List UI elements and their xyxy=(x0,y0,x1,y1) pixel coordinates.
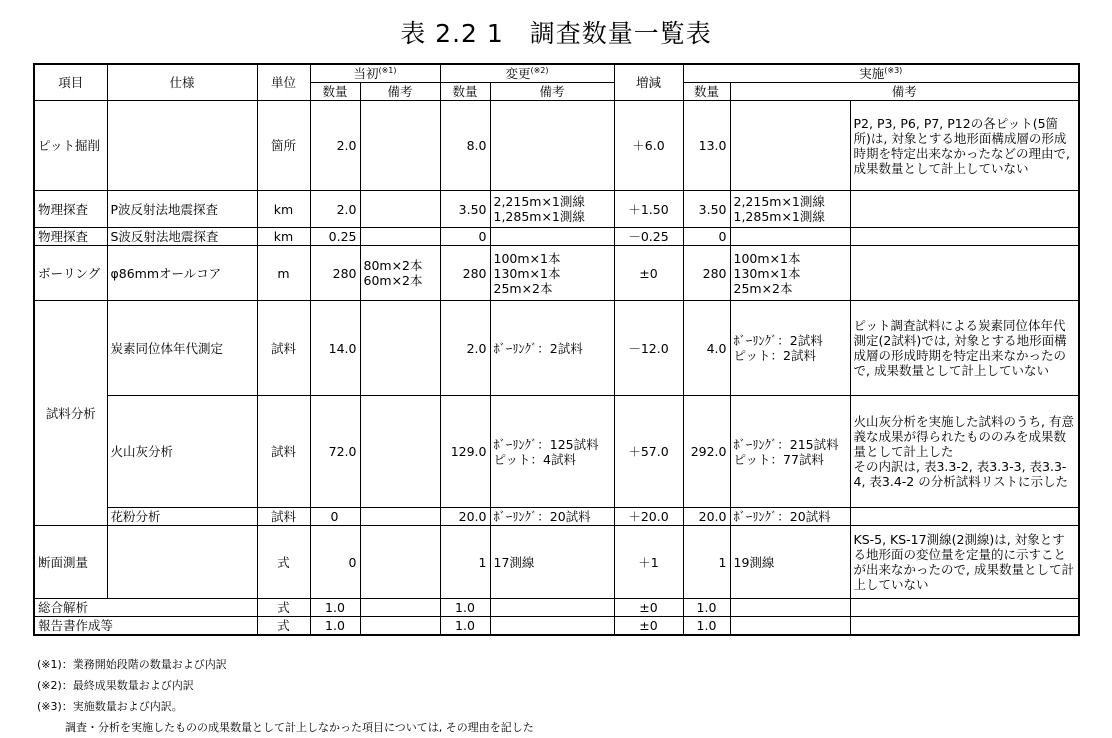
sample-analysis-group: 試料分析 xyxy=(34,301,107,526)
footnotes xyxy=(37,654,534,738)
footnote-1: (※1)：業務開始段階の数量および内訳 xyxy=(37,658,227,671)
table-row: 火山灰分析 試料 72.0 129.0 ﾎﾞｰﾘﾝｸﾞ：125試料 ピット：4試料 ＋57.0 292.0 ﾎﾞｰﾘﾝｸﾞ：215試料 ピット：77試料 火山灰分析を実施した試料のうち, 有意義な成果が得られたもののみを成果数量として計上した その内訳は, 表3.3-2, 表3.3-3, 表3.3-4, 表3.4-2 の分析試料リストに示した xyxy=(34,396,1079,508)
table-row: ピット掘削 箇所 2.0 8.0 ＋6.0 13.0 P2, P3, P6, P7, P12の各ピット(5箇所)は, 対象とする地形面構成層の形成時期を特定出来なかったなどの理由で, 成果数量として計上していない xyxy=(34,101,1079,191)
header-act-qty: 数量 xyxy=(683,83,730,101)
header-change: 変更$^{(※2)}$ xyxy=(440,64,614,83)
table-row: 断面測量 式 0 1 17測線 ＋1 1 19測線 KS-5, KS-17測線(2測線)は, 対象とする地形面の変位量を定量的に示すことが出来なかったので, 成果数量として計上していない xyxy=(34,526,1079,599)
footnote-2: (※2)：最終成果数量および内訳 xyxy=(37,679,194,692)
header-initial: 当初$^{(※1)}$ xyxy=(310,64,440,83)
table-row: 物理探査 P波反射法地震探査 km 2.0 3.50 2,215m×1測線 1,285m×1測線 ＋1.50 3.50 2,215m×1測線 1,285m×1測線 xyxy=(34,191,1079,228)
table-row: 試料分析 炭素同位体年代測定 試料 14.0 2.0 ﾎﾞｰﾘﾝｸﾞ：2試料 －12.0 4.0 ﾎﾞｰﾘﾝｸﾞ：2試料 ピット：2試料 ピット調査試料による炭素同位体年代測定(2試料)では, 対象とする地形面構成層の形成時期を特定出来なかったので, 成果数量として計上していない xyxy=(34,301,1079,396)
header-chg-qty: 数量 xyxy=(440,83,490,101)
footnote-4: 調査・分析を実施したものの成果数量として計上しなかった項目については, その理由を記した xyxy=(65,721,534,734)
header-row-1 xyxy=(34,64,1079,83)
header-diff: 増減 xyxy=(614,64,683,101)
header-unit: 単位 xyxy=(257,64,310,101)
header-init-note: 備考 xyxy=(360,83,440,101)
survey-quantity-table xyxy=(33,63,1080,636)
table-row: 報告書作成等 式 1.0 1.0 ±0 1.0 xyxy=(34,617,1079,636)
header-item: 項目 xyxy=(34,64,107,101)
header-spec: 仕様 xyxy=(107,64,257,101)
header-act-note: 備考 xyxy=(730,83,1079,101)
table-row: 物理探査 S波反射法地震探査 km 0.25 0 －0.25 0 xyxy=(34,228,1079,246)
table-row: 総合解析 式 1.0 1.0 ±0 1.0 xyxy=(34,599,1079,617)
footnote-3: (※3)：実施数量および内訳。 xyxy=(37,700,183,713)
table-row: 花粉分析 試料 0 20.0 ﾎﾞｰﾘﾝｸﾞ：20試料 ＋20.0 20.0 ﾎﾞｰﾘﾝｸﾞ：20試料 xyxy=(34,508,1079,526)
header-chg-note: 備考 xyxy=(490,83,614,101)
header-actual: 実施$^{(※3)}$ xyxy=(683,64,1079,83)
table-row: ボーリング φ86mmオールコア m 280 80m×2本 60m×2本 280 100m×1本 130m×1本 25m×2本 ±0 280 100m×1本 130m×1本 25m×2本 xyxy=(34,246,1079,301)
header-init-qty: 数量 xyxy=(310,83,360,101)
table-title: 表 2.2 1 調査数量一覧表 xyxy=(400,19,712,48)
